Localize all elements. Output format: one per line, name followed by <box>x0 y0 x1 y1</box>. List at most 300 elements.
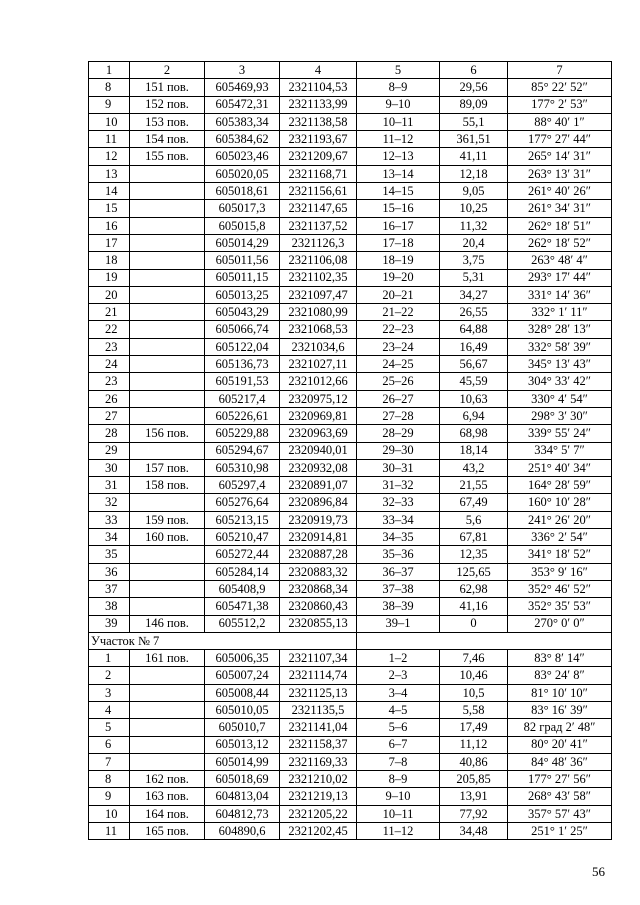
length-cell: 41,11 <box>440 148 508 165</box>
turn-point-cell <box>130 338 205 355</box>
table-row <box>89 494 612 511</box>
turn-point-cell <box>130 217 205 234</box>
x-coordinate-cell: 605276,64 <box>205 494 280 511</box>
point-number-cell: 39 <box>89 615 130 632</box>
length-cell: 13,91 <box>440 788 508 805</box>
segment-cell: 14–15 <box>357 183 440 200</box>
header-cell: 2 <box>130 62 205 79</box>
point-number-cell: 13 <box>89 165 130 182</box>
length-cell: 5,31 <box>440 269 508 286</box>
length-cell: 20,4 <box>440 234 508 251</box>
segment-cell: 10–11 <box>357 113 440 130</box>
length-cell: 67,49 <box>440 494 508 511</box>
segment-cell: 17–18 <box>357 234 440 251</box>
segment-cell: 39–1 <box>357 615 440 632</box>
turn-point-cell <box>130 165 205 182</box>
table-row <box>89 529 612 546</box>
x-coordinate-cell: 605136,73 <box>205 356 280 373</box>
x-coordinate-cell: 605294,67 <box>205 442 280 459</box>
length-cell: 0 <box>440 615 508 632</box>
length-cell: 12,18 <box>440 165 508 182</box>
turn-point-cell <box>130 356 205 373</box>
y-coordinate-cell: 2320855,13 <box>280 615 357 632</box>
bearing-cell: 261° 40′ 26″ <box>508 183 612 200</box>
x-coordinate-cell: 605066,74 <box>205 321 280 338</box>
turn-point-cell: 153 пов. <box>130 113 205 130</box>
point-number-cell: 34 <box>89 529 130 546</box>
segment-cell: 8–9 <box>357 79 440 96</box>
point-number-cell: 1 <box>89 650 130 667</box>
segment-cell: 19–20 <box>357 269 440 286</box>
length-cell: 43,2 <box>440 459 508 476</box>
turn-point-cell <box>130 667 205 684</box>
bearing-cell: 177° 2′ 53″ <box>508 96 612 113</box>
y-coordinate-cell: 2320896,84 <box>280 494 357 511</box>
y-coordinate-cell: 2321104,53 <box>280 79 357 96</box>
bearing-cell: 331° 14′ 36″ <box>508 286 612 303</box>
table-row <box>89 511 612 528</box>
y-coordinate-cell: 2321202,45 <box>280 823 357 840</box>
segment-cell: 36–37 <box>357 563 440 580</box>
header-cell: 5 <box>357 62 440 79</box>
y-coordinate-cell: 2321147,65 <box>280 200 357 217</box>
turn-point-cell <box>130 234 205 251</box>
turn-point-cell: 155 пов. <box>130 148 205 165</box>
point-number-cell: 11 <box>89 131 130 148</box>
segment-cell: 18–19 <box>357 252 440 269</box>
header-cell: 1 <box>89 62 130 79</box>
segment-cell: 38–39 <box>357 598 440 615</box>
length-cell: 17,49 <box>440 719 508 736</box>
x-coordinate-cell: 605010,05 <box>205 701 280 718</box>
table-row <box>89 407 612 424</box>
turn-point-cell: 152 пов. <box>130 96 205 113</box>
y-coordinate-cell: 2321027,11 <box>280 356 357 373</box>
length-cell: 68,98 <box>440 425 508 442</box>
point-number-cell: 11 <box>89 823 130 840</box>
point-number-cell: 4 <box>89 701 130 718</box>
point-number-cell: 29 <box>89 442 130 459</box>
point-number-cell: 16 <box>89 217 130 234</box>
turn-point-cell: 162 пов. <box>130 771 205 788</box>
y-coordinate-cell: 2320932,08 <box>280 459 357 476</box>
length-cell: 67,81 <box>440 529 508 546</box>
point-number-cell: 35 <box>89 546 130 563</box>
x-coordinate-cell: 605008,44 <box>205 684 280 701</box>
x-coordinate-cell: 604890,6 <box>205 823 280 840</box>
length-cell: 55,1 <box>440 113 508 130</box>
bearing-cell: 164° 28′ 59″ <box>508 477 612 494</box>
bearing-cell: 262° 18′ 52″ <box>508 234 612 251</box>
bearing-cell: 84° 48′ 36″ <box>508 753 612 770</box>
table-row <box>89 788 612 805</box>
bearing-cell: 336° 2′ 54″ <box>508 529 612 546</box>
table-row <box>89 390 612 407</box>
table-row <box>89 234 612 251</box>
turn-point-cell <box>130 442 205 459</box>
segment-cell: 3–4 <box>357 684 440 701</box>
point-number-cell: 3 <box>89 684 130 701</box>
length-cell: 5,6 <box>440 511 508 528</box>
x-coordinate-cell: 605383,34 <box>205 113 280 130</box>
table-row <box>89 373 612 390</box>
point-number-cell: 23 <box>89 338 130 355</box>
length-cell: 77,92 <box>440 805 508 822</box>
segment-cell: 1–2 <box>357 650 440 667</box>
segment-cell: 7–8 <box>357 753 440 770</box>
length-cell: 9,05 <box>440 183 508 200</box>
segment-cell: 22–23 <box>357 321 440 338</box>
segment-cell: 6–7 <box>357 736 440 753</box>
section-heading-group <box>89 632 612 649</box>
table-row <box>89 252 612 269</box>
x-coordinate-cell: 605023,46 <box>205 148 280 165</box>
table-row <box>89 131 612 148</box>
point-number-cell: 8 <box>89 771 130 788</box>
turn-point-cell <box>130 684 205 701</box>
x-coordinate-cell: 605017,3 <box>205 200 280 217</box>
point-number-cell: 37 <box>89 580 130 597</box>
point-number-cell: 9 <box>89 96 130 113</box>
bearing-cell: 83° 24′ 8″ <box>508 667 612 684</box>
turn-point-cell <box>130 252 205 269</box>
y-coordinate-cell: 2321137,52 <box>280 217 357 234</box>
bearing-cell: 265° 14′ 31″ <box>508 148 612 165</box>
bearing-cell: 328° 28′ 13″ <box>508 321 612 338</box>
x-coordinate-cell: 605018,61 <box>205 183 280 200</box>
x-coordinate-cell: 605217,4 <box>205 390 280 407</box>
table-row <box>89 771 612 788</box>
y-coordinate-cell: 2320868,34 <box>280 580 357 597</box>
point-number-cell: 38 <box>89 598 130 615</box>
table-row <box>89 442 612 459</box>
length-cell: 89,09 <box>440 96 508 113</box>
turn-point-cell <box>130 580 205 597</box>
segment-cell: 37–38 <box>357 580 440 597</box>
point-number-cell: 10 <box>89 113 130 130</box>
turn-point-cell <box>130 183 205 200</box>
x-coordinate-cell: 605122,04 <box>205 338 280 355</box>
x-coordinate-cell: 605471,38 <box>205 598 280 615</box>
table-row <box>89 477 612 494</box>
table-row <box>89 183 612 200</box>
table-row <box>89 753 612 770</box>
y-coordinate-cell: 2321138,58 <box>280 113 357 130</box>
length-cell: 11,32 <box>440 217 508 234</box>
y-coordinate-cell: 2321141,04 <box>280 719 357 736</box>
bearing-cell: 177° 27′ 44″ <box>508 131 612 148</box>
point-number-cell: 26 <box>89 390 130 407</box>
segment-cell: 20–21 <box>357 286 440 303</box>
point-number-cell: 30 <box>89 459 130 476</box>
length-cell: 10,5 <box>440 684 508 701</box>
point-number-cell: 27 <box>89 407 130 424</box>
y-coordinate-cell: 2321012,66 <box>280 373 357 390</box>
x-coordinate-cell: 605191,53 <box>205 373 280 390</box>
point-number-cell: 19 <box>89 269 130 286</box>
x-coordinate-cell: 605011,15 <box>205 269 280 286</box>
y-coordinate-cell: 2321209,67 <box>280 148 357 165</box>
segment-cell: 16–17 <box>357 217 440 234</box>
bearing-cell: 304° 33′ 42″ <box>508 373 612 390</box>
length-cell: 361,51 <box>440 131 508 148</box>
turn-point-cell: 156 пов. <box>130 425 205 442</box>
length-cell: 125,65 <box>440 563 508 580</box>
bearing-cell: 82 град 2′ 48″ <box>508 719 612 736</box>
x-coordinate-cell: 605310,98 <box>205 459 280 476</box>
turn-point-cell: 154 пов. <box>130 131 205 148</box>
segment-cell: 9–10 <box>357 788 440 805</box>
length-cell: 45,59 <box>440 373 508 390</box>
bearing-cell: 298° 3′ 30″ <box>508 407 612 424</box>
turn-point-cell: 151 пов. <box>130 79 205 96</box>
segment-cell: 9–10 <box>357 96 440 113</box>
segment-cell: 4–5 <box>357 701 440 718</box>
segment-cell: 24–25 <box>357 356 440 373</box>
bearing-cell: 353° 9′ 16″ <box>508 563 612 580</box>
length-cell: 10,63 <box>440 390 508 407</box>
length-cell: 62,98 <box>440 580 508 597</box>
bearing-cell: 357° 57′ 43″ <box>508 805 612 822</box>
x-coordinate-cell: 604813,04 <box>205 788 280 805</box>
y-coordinate-cell: 2321219,13 <box>280 788 357 805</box>
turn-point-cell <box>130 321 205 338</box>
y-coordinate-cell: 2321135,5 <box>280 701 357 718</box>
table-header-row <box>89 62 612 79</box>
turn-point-cell <box>130 546 205 563</box>
turn-point-cell: 164 пов. <box>130 805 205 822</box>
bearing-cell: 85° 22′ 52″ <box>508 79 612 96</box>
bearing-cell: 81° 10′ 10″ <box>508 684 612 701</box>
point-number-cell: 8 <box>89 79 130 96</box>
y-coordinate-cell: 2321107,34 <box>280 650 357 667</box>
point-number-cell: 7 <box>89 753 130 770</box>
y-coordinate-cell: 2320887,28 <box>280 546 357 563</box>
turn-point-cell: 146 пов. <box>130 615 205 632</box>
segment-cell: 12–13 <box>357 148 440 165</box>
point-number-cell: 14 <box>89 183 130 200</box>
table-row <box>89 701 612 718</box>
table-row <box>89 684 612 701</box>
segment-cell: 10–11 <box>357 805 440 822</box>
section-label: Участок № 7 <box>89 632 357 649</box>
segment-cell: 23–24 <box>357 338 440 355</box>
turn-point-cell <box>130 286 205 303</box>
bearing-cell: 345° 13′ 43″ <box>508 356 612 373</box>
y-coordinate-cell: 2321193,67 <box>280 131 357 148</box>
segment-cell: 11–12 <box>357 131 440 148</box>
header-cell: 3 <box>205 62 280 79</box>
y-coordinate-cell: 2321156,61 <box>280 183 357 200</box>
segment-cell: 2–3 <box>357 667 440 684</box>
point-number-cell: 21 <box>89 304 130 321</box>
bearing-cell: 88° 40′ 1″ <box>508 113 612 130</box>
point-number-cell: 15 <box>89 200 130 217</box>
point-number-cell: 17 <box>89 234 130 251</box>
header-cell: 4 <box>280 62 357 79</box>
bearing-cell: 83° 8′ 14″ <box>508 650 612 667</box>
x-coordinate-cell: 605213,15 <box>205 511 280 528</box>
point-number-cell: 10 <box>89 805 130 822</box>
y-coordinate-cell: 2321080,99 <box>280 304 357 321</box>
bearing-cell: 293° 17′ 44″ <box>508 269 612 286</box>
table-row <box>89 79 612 96</box>
segment-cell: 33–34 <box>357 511 440 528</box>
length-cell: 29,56 <box>440 79 508 96</box>
segment-cell: 34–35 <box>357 529 440 546</box>
point-number-cell: 36 <box>89 563 130 580</box>
table-row <box>89 269 612 286</box>
length-cell: 34,27 <box>440 286 508 303</box>
segment-cell: 13–14 <box>357 165 440 182</box>
page-number: 56 <box>592 864 605 879</box>
segment-cell: 30–31 <box>357 459 440 476</box>
length-cell: 16,49 <box>440 338 508 355</box>
length-cell: 11,12 <box>440 736 508 753</box>
x-coordinate-cell: 605512,2 <box>205 615 280 632</box>
table-row <box>89 615 612 632</box>
table-body-part2 <box>89 650 612 840</box>
length-cell: 10,25 <box>440 200 508 217</box>
length-cell: 3,75 <box>440 252 508 269</box>
segment-cell: 21–22 <box>357 304 440 321</box>
table-row <box>89 217 612 234</box>
x-coordinate-cell: 605043,29 <box>205 304 280 321</box>
y-coordinate-cell: 2321210,02 <box>280 771 357 788</box>
table-row <box>89 321 612 338</box>
turn-point-cell: 165 пов. <box>130 823 205 840</box>
y-coordinate-cell: 2321169,33 <box>280 753 357 770</box>
y-coordinate-cell: 2321126,3 <box>280 234 357 251</box>
bearing-cell: 261° 34′ 31″ <box>508 200 612 217</box>
table-row <box>89 580 612 597</box>
segment-cell: 29–30 <box>357 442 440 459</box>
segment-cell: 26–27 <box>357 390 440 407</box>
table-row <box>89 546 612 563</box>
turn-point-cell <box>130 753 205 770</box>
bearing-cell: 352° 35′ 53″ <box>508 598 612 615</box>
y-coordinate-cell: 2320940,01 <box>280 442 357 459</box>
turn-point-cell <box>130 304 205 321</box>
y-coordinate-cell: 2320963,69 <box>280 425 357 442</box>
bearing-cell: 334° 5′ 7″ <box>508 442 612 459</box>
table-row <box>89 356 612 373</box>
point-number-cell: 22 <box>89 321 130 338</box>
length-cell: 41,16 <box>440 598 508 615</box>
turn-point-cell <box>130 736 205 753</box>
length-cell: 64,88 <box>440 321 508 338</box>
point-number-cell: 12 <box>89 148 130 165</box>
table-row <box>89 304 612 321</box>
segment-cell: 32–33 <box>357 494 440 511</box>
turn-point-cell <box>130 407 205 424</box>
turn-point-cell <box>130 598 205 615</box>
bearing-cell: 160° 10′ 28″ <box>508 494 612 511</box>
table-row <box>89 459 612 476</box>
length-cell: 10,46 <box>440 667 508 684</box>
y-coordinate-cell: 2321125,13 <box>280 684 357 701</box>
x-coordinate-cell: 605011,56 <box>205 252 280 269</box>
table-row <box>89 165 612 182</box>
point-number-cell: 20 <box>89 286 130 303</box>
length-cell: 205,85 <box>440 771 508 788</box>
point-number-cell: 31 <box>89 477 130 494</box>
x-coordinate-cell: 605006,35 <box>205 650 280 667</box>
turn-point-cell <box>130 200 205 217</box>
bearing-cell: 241° 26′ 20″ <box>508 511 612 528</box>
table-row <box>89 667 612 684</box>
x-coordinate-cell: 605210,47 <box>205 529 280 546</box>
turn-point-cell: 163 пов. <box>130 788 205 805</box>
turn-point-cell: 161 пов. <box>130 650 205 667</box>
y-coordinate-cell: 2321068,53 <box>280 321 357 338</box>
table-row <box>89 823 612 840</box>
length-cell: 6,94 <box>440 407 508 424</box>
segment-cell: 5–6 <box>357 719 440 736</box>
x-coordinate-cell: 605015,8 <box>205 217 280 234</box>
bearing-cell: 263° 13′ 31″ <box>508 165 612 182</box>
section-empty-cell <box>357 632 612 649</box>
y-coordinate-cell: 2320883,32 <box>280 563 357 580</box>
point-number-cell: 9 <box>89 788 130 805</box>
point-number-cell: 33 <box>89 511 130 528</box>
segment-cell: 25–26 <box>357 373 440 390</box>
point-number-cell: 28 <box>89 425 130 442</box>
turn-point-cell: 157 пов. <box>130 459 205 476</box>
point-number-cell: 5 <box>89 719 130 736</box>
table-row <box>89 736 612 753</box>
x-coordinate-cell: 605469,93 <box>205 79 280 96</box>
x-coordinate-cell: 605272,44 <box>205 546 280 563</box>
y-coordinate-cell: 2321102,35 <box>280 269 357 286</box>
table-body-part1 <box>89 79 612 633</box>
length-cell: 34,48 <box>440 823 508 840</box>
bearing-cell: 332° 58′ 39″ <box>508 338 612 355</box>
y-coordinate-cell: 2321205,22 <box>280 805 357 822</box>
x-coordinate-cell: 605010,7 <box>205 719 280 736</box>
y-coordinate-cell: 2321034,6 <box>280 338 357 355</box>
table-row <box>89 148 612 165</box>
bearing-cell: 352° 46′ 52″ <box>508 580 612 597</box>
y-coordinate-cell: 2321133,99 <box>280 96 357 113</box>
y-coordinate-cell: 2320969,81 <box>280 407 357 424</box>
bearing-cell: 251° 1′ 25″ <box>508 823 612 840</box>
length-cell: 7,46 <box>440 650 508 667</box>
bearing-cell: 268° 43′ 58″ <box>508 788 612 805</box>
bearing-cell: 80° 20′ 41″ <box>508 736 612 753</box>
x-coordinate-cell: 605297,4 <box>205 477 280 494</box>
header-cell: 7 <box>508 62 612 79</box>
point-number-cell: 6 <box>89 736 130 753</box>
turn-point-cell <box>130 701 205 718</box>
y-coordinate-cell: 2321158,37 <box>280 736 357 753</box>
point-number-cell: 2 <box>89 667 130 684</box>
y-coordinate-cell: 2321106,08 <box>280 252 357 269</box>
y-coordinate-cell: 2320891,07 <box>280 477 357 494</box>
x-coordinate-cell: 605013,25 <box>205 286 280 303</box>
length-cell: 12,35 <box>440 546 508 563</box>
table-row <box>89 338 612 355</box>
y-coordinate-cell: 2321097,47 <box>280 286 357 303</box>
bearing-cell: 270° 0′ 0″ <box>508 615 612 632</box>
y-coordinate-cell: 2320914,81 <box>280 529 357 546</box>
point-number-cell: 23 <box>89 373 130 390</box>
table-row <box>89 113 612 130</box>
section-row <box>89 632 612 649</box>
table-row <box>89 719 612 736</box>
segment-cell: 11–12 <box>357 823 440 840</box>
segment-cell: 8–9 <box>357 771 440 788</box>
